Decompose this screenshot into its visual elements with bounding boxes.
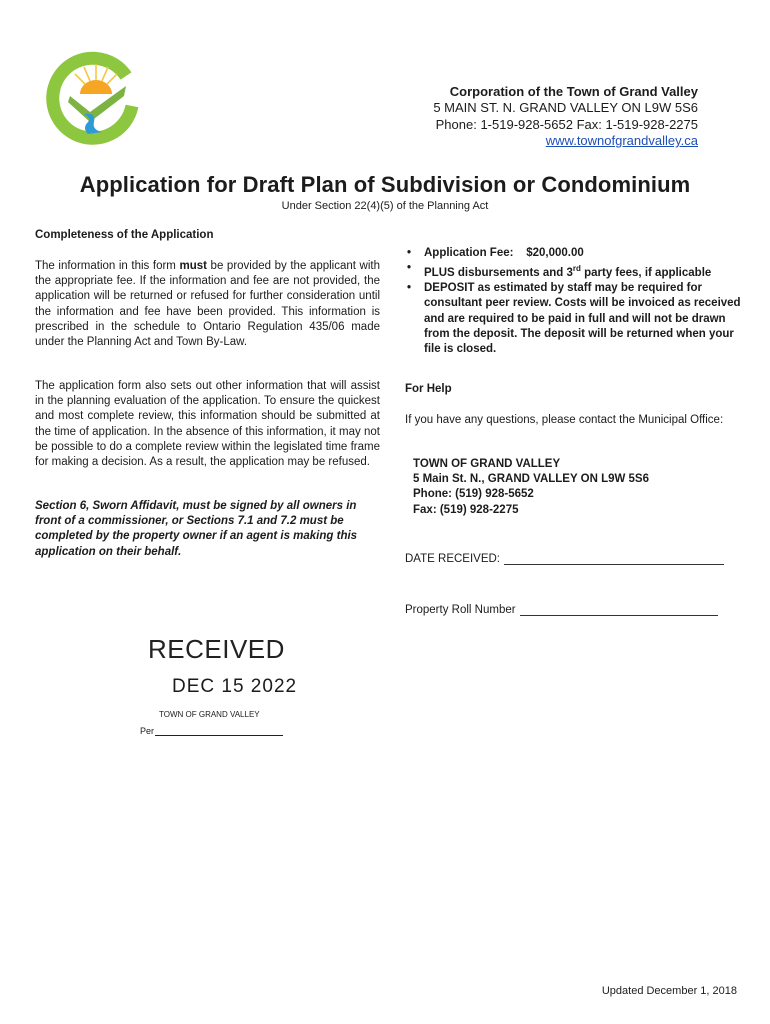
stamp-town: TOWN OF GRAND VALLEY: [159, 710, 260, 719]
contact-phone: Phone: (519) 928-5652: [413, 488, 534, 501]
organization-phone-fax: Phone: 1-519-928-5652 Fax: 1-519-928-2275: [435, 117, 698, 132]
stamp-per-row: [140, 726, 283, 736]
town-logo: [44, 50, 140, 146]
stamp-received-text: RECEIVED: [148, 634, 285, 664]
affidavit-notice: Section 6, Sworn Affidavit, must be signed by all owners in front of a commissioner, or Sections 7.1 and 7.2 must be completed by the property owner if an agent is making this application on their behalf.: [35, 500, 358, 558]
date-received-label: DATE RECEIVED:: [405, 553, 500, 565]
website-link[interactable]: www.townofgrandvalley.ca: [545, 133, 698, 148]
roll-number-field[interactable]: [520, 603, 718, 616]
application-fee-amount: $20,000.00: [526, 247, 584, 259]
document-title: Application for Draft Plan of Subdivision or Condominium: [79, 172, 691, 197]
organization-name: Corporation of the Town of Grand Valley: [449, 84, 698, 99]
application-fee-label: Application Fee:: [424, 247, 514, 259]
contact-name: TOWN OF GRAND VALLEY: [413, 458, 561, 470]
date-received-row: [405, 552, 724, 565]
disbursements-text-start: PLUS disbursements and 3: [424, 267, 573, 280]
para1-emphasis: must: [179, 260, 207, 272]
stamp-per-label: Per: [140, 726, 155, 736]
para1-text-start: The information in this form: [35, 260, 180, 272]
logo-graphic: [44, 50, 140, 146]
fee-item-disbursements: [405, 261, 743, 281]
updated-date: Updated December 1, 2018: [601, 985, 737, 997]
fee-list: [405, 246, 743, 357]
fee-item-deposit: • DEPOSIT as estimated by staff may be required for consultant peer review. Costs will be invoiced as received and are required to be paid in full and will not be drawn from the deposit. The deposit will be returned when your file is closed.: [405, 281, 743, 357]
ordinal-suffix: rd: [572, 264, 581, 274]
stamp-signature-line: [155, 727, 283, 736]
contact-fax: Fax: (519) 928-2275: [413, 503, 519, 516]
roll-number-row: [405, 603, 718, 616]
date-received-field[interactable]: [504, 552, 724, 565]
additional-info-paragraph: The application form also sets out other information that will assist in the planning evaluation of the application. To ensure the quickest and most complete review, this information should be submitted at the time of application. In the absence of this information, it may not be possible to do a complete review within the legislated time frame for making a decision. As a result, the application may be refused.: [35, 380, 380, 469]
received-stamp: [140, 634, 320, 744]
completeness-paragraph: [35, 259, 380, 350]
contact-address: 5 Main St. N., GRAND VALLEY ON L9W 5S6: [413, 473, 649, 486]
fee-item-application-fee: [405, 246, 743, 261]
contact-block: [413, 457, 649, 518]
help-heading: For Help: [405, 383, 452, 395]
organization-address: 5 MAIN ST. N. GRAND VALLEY ON L9W 5S6: [433, 100, 698, 115]
document-subtitle: Under Section 22(4)(5) of the Planning Act: [281, 200, 489, 212]
para1-text-end: be provided by the applicant with the appropriate fee. If the information and fee are not provided, the application will be returned or refused for further consideration until the information and fee have been provided. This information is prescribed in the schedule to Ontario Regulation 435/06 made under the Planning Act and Town By-Law.: [35, 260, 380, 349]
roll-number-label: Property Roll Number: [405, 604, 516, 616]
completeness-heading: Completeness of the Application: [35, 229, 214, 241]
disbursements-text-end: party fees, if applicable: [580, 267, 712, 280]
help-text: If you have any questions, please contact the Municipal Office:: [405, 414, 724, 426]
stamp-date: DEC 15 2022: [172, 676, 298, 697]
